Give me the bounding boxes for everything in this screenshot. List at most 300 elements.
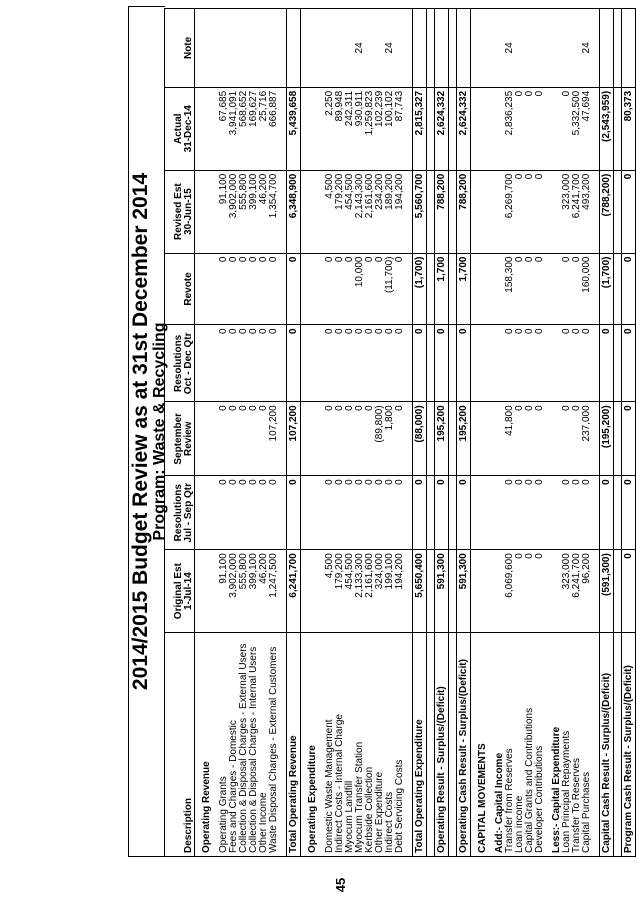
table-row [525,9,535,857]
value-cell: 0 [239,476,249,550]
value-cell: 1,354,700 [269,170,279,253]
value-cell: 46,200 [259,170,269,253]
value-cell [318,325,325,402]
table-row [505,9,515,857]
value-cell [478,170,488,253]
spacer-row [212,9,219,857]
note-cell [592,9,600,88]
value-cell: 0 [515,476,525,550]
row-label [405,633,413,857]
value-cell: 0 [505,325,515,402]
row-label: Capital Cash Result - Surplus/(Deficit) [600,633,614,857]
value-cell [552,87,562,170]
value-cell: 0 [335,325,345,402]
header-resolutions-jul-sep: Resolutions Jul - Sep Qtr [165,476,195,550]
value-cell: 0 [375,476,385,550]
value-cell [449,476,457,550]
value-cell [279,550,287,633]
value-cell: 107,200 [287,402,301,476]
value-cell: 0 [325,402,335,476]
note-cell [301,9,309,88]
value-cell [488,476,495,550]
value-cell [301,253,309,325]
value-cell [427,325,435,402]
note-cell [325,9,335,88]
row-label: Kerbside Collection [365,633,375,857]
value-cell [202,476,212,550]
value-cell: 0 [622,402,636,476]
note-cell [515,9,525,88]
value-cell: 0 [239,402,249,476]
value-cell: 0 [355,325,365,402]
value-cell: 0 [355,476,365,550]
table-row [582,9,592,857]
row-label: Total Operating Revenue [287,633,301,857]
table-row [249,9,259,857]
value-cell: 5,560,700 [413,170,427,253]
report-title-block [128,6,168,857]
table-row [355,9,365,857]
value-cell [471,170,479,253]
value-cell: 0 [219,402,229,476]
value-cell: 0 [525,550,535,633]
note-cell [279,9,287,88]
note-cell [249,9,259,88]
value-cell [279,325,287,402]
value-cell: 5,650,400 [413,550,427,633]
value-cell: 0 [622,550,636,633]
value-cell: 46,200 [259,550,269,633]
value-cell: 67,685 [219,87,229,170]
note-cell [239,9,249,88]
table-row [375,9,385,857]
value-cell [471,253,479,325]
value-cell: 6,269,700 [505,170,515,253]
note-cell [545,9,552,88]
spacer-row [592,9,600,857]
value-cell: 0 [572,476,582,550]
value-cell: 0 [562,402,572,476]
row-label: Debt Servicing Costs [395,633,405,857]
value-cell [301,325,309,402]
note-cell [600,9,614,88]
value-cell: 0 [365,402,375,476]
value-cell: 0 [249,253,259,325]
value-cell: 237,000 [582,402,592,476]
value-cell: 323,000 [562,550,572,633]
row-label: Operating Revenue [202,633,212,857]
value-cell [405,253,413,325]
value-cell [552,402,562,476]
value-cell: 0 [385,325,395,402]
spacer-row [488,9,495,857]
value-cell: 6,241,700 [572,170,582,253]
value-cell [279,87,287,170]
value-cell: (1,700) [600,253,614,325]
value-cell: (11,700) [385,253,395,325]
value-cell: (195,200) [600,402,614,476]
table-row [535,9,545,857]
row-label: Collection & Disposal Charges - External Users [239,633,249,857]
row-label: Loan income [515,633,525,857]
value-cell [449,550,457,633]
row-label: Less:- Capital Expenditure [552,633,562,857]
value-cell: 0 [269,325,279,402]
value-cell [212,325,219,402]
value-cell [449,170,457,253]
note-cell: 24 [505,9,515,88]
value-cell [552,325,562,402]
value-cell: 0 [525,87,535,170]
value-cell [301,402,309,476]
value-cell [488,87,495,170]
value-cell: 0 [385,476,395,550]
row-label: Other Expenditure [375,633,385,857]
value-cell: 0 [515,87,525,170]
value-cell [308,325,318,402]
value-cell: 0 [562,87,572,170]
value-cell: 5,439,658 [287,87,301,170]
value-cell: 169,627 [249,87,259,170]
value-cell [592,87,600,170]
total-row [457,9,471,857]
value-cell: 102,239 [375,87,385,170]
value-cell: 2,143,300 [355,170,365,253]
spacer-row [471,9,479,857]
note-cell [525,9,535,88]
table-header-row [165,9,195,857]
value-cell: 0 [345,402,355,476]
value-cell: 0 [219,253,229,325]
value-cell: (1,700) [413,253,427,325]
value-cell [592,170,600,253]
value-cell [195,402,203,476]
table-row [345,9,355,857]
value-cell [427,87,435,170]
value-cell [318,476,325,550]
value-cell: 0 [365,253,375,325]
value-cell: 0 [259,476,269,550]
value-cell: 0 [622,170,636,253]
value-cell [308,87,318,170]
value-cell [449,402,457,476]
value-cell: 0 [535,325,545,402]
value-cell: 0 [395,402,405,476]
value-cell: 0 [435,476,449,550]
value-cell [614,87,622,170]
value-cell: 0 [249,476,259,550]
value-cell: 0 [535,476,545,550]
header-revote: Revote [165,253,195,325]
header-resolutions-oct-dec: Resolutions Oct - Dec Qtr [165,325,195,402]
section-row [308,9,318,857]
value-cell: 0 [582,476,592,550]
row-label: Capital Grants and Contributions [525,633,535,857]
value-cell [478,402,488,476]
value-cell: 0 [395,325,405,402]
value-cell [478,550,488,633]
value-cell: 0 [229,402,239,476]
value-cell: 0 [515,170,525,253]
value-cell: 6,241,700 [572,550,582,633]
value-cell [279,476,287,550]
value-cell: 179,200 [335,170,345,253]
value-cell [202,550,212,633]
value-cell [552,476,562,550]
value-cell [405,325,413,402]
note-cell [427,9,435,88]
value-cell [488,550,495,633]
note-cell [395,9,405,88]
value-cell [592,402,600,476]
value-cell: 195,200 [435,402,449,476]
value-cell: 2,250 [325,87,335,170]
table-row [269,9,279,857]
value-cell: 0 [562,253,572,325]
section-row [202,9,212,857]
table-row [562,9,572,857]
total-row [600,9,614,857]
value-cell: 41,800 [505,402,515,476]
value-cell: 666,887 [269,87,279,170]
value-cell [614,253,622,325]
value-cell: 3,941,091 [229,87,239,170]
value-cell: 0 [535,550,545,633]
report-subtitle: Program: Waste & Recycling [151,322,168,541]
value-cell: 0 [525,253,535,325]
note-cell [269,9,279,88]
value-cell: (89,800) [375,402,385,476]
value-cell: 0 [345,476,355,550]
value-cell: 2,836,235 [505,87,515,170]
value-cell [195,476,203,550]
value-cell [405,87,413,170]
value-cell: 0 [572,402,582,476]
header-original-est: Original Est 1-Jul-14 [165,550,195,633]
row-label: Developer Contributions [535,633,545,857]
value-cell [545,87,552,170]
value-cell: 189,200 [385,170,395,253]
value-cell: (2,543,959) [600,87,614,170]
value-cell: 100,102 [385,87,395,170]
note-cell: 24 [385,9,395,88]
value-cell [308,170,318,253]
value-cell: 0 [515,550,525,633]
row-label: Operating Grants [219,633,229,857]
value-cell [427,402,435,476]
note-cell [535,9,545,88]
spacer-row [449,9,457,857]
note-cell [259,9,269,88]
value-cell: 0 [325,476,335,550]
value-cell: 323,000 [562,170,572,253]
row-label: Capital Purchases [582,633,592,857]
row-label [449,633,457,857]
note-cell [365,9,375,88]
value-cell [471,87,479,170]
value-cell: 6,069,600 [505,550,515,633]
row-label: Myocum Landfill [345,633,355,857]
row-label [592,633,600,857]
value-cell [279,170,287,253]
value-cell: 0 [515,402,525,476]
value-cell [427,476,435,550]
value-cell: 0 [515,325,525,402]
value-cell: 194,200 [395,170,405,253]
value-cell [488,170,495,253]
value-cell [301,87,309,170]
note-cell: 24 [355,9,365,88]
value-cell: 0 [562,476,572,550]
budget-report-page [128,8,637,857]
row-label: Other Income [259,633,269,857]
value-cell: 1,700 [457,253,471,325]
value-cell [212,476,219,550]
value-cell: 0 [229,253,239,325]
note-cell [287,9,301,88]
value-cell [212,402,219,476]
table-row [385,9,395,857]
value-cell: 0 [525,476,535,550]
value-cell: 1,700 [435,253,449,325]
value-cell [195,87,203,170]
value-cell [308,550,318,633]
value-cell: 0 [582,325,592,402]
value-cell [405,550,413,633]
value-cell [592,325,600,402]
value-cell: 0 [395,253,405,325]
value-cell: 0 [229,325,239,402]
value-cell: 0 [219,325,229,402]
value-cell [614,325,622,402]
value-cell [405,402,413,476]
value-cell [449,87,457,170]
value-cell: 1,800 [385,402,395,476]
value-cell: 0 [335,476,345,550]
value-cell: 0 [325,253,335,325]
table-row [335,9,345,857]
value-cell [614,476,622,550]
value-cell: 0 [505,476,515,550]
note-cell [488,9,495,88]
value-cell [478,476,488,550]
value-cell [545,402,552,476]
value-cell: 195,200 [457,402,471,476]
value-cell: 555,800 [239,550,249,633]
value-cell: (88,000) [413,402,427,476]
row-label: Transfer To Reserves [572,633,582,857]
value-cell: 199,100 [385,550,395,633]
value-cell: 0 [435,325,449,402]
value-cell: 0 [269,253,279,325]
value-cell: 1,259,823 [365,87,375,170]
note-cell [457,9,471,88]
value-cell: 0 [413,325,427,402]
row-label [427,633,435,857]
value-cell: 0 [535,87,545,170]
value-cell: 5,332,500 [572,87,582,170]
value-cell: 591,300 [435,550,449,633]
value-cell: 399,100 [249,550,259,633]
value-cell: 324,000 [375,550,385,633]
row-label: Collection & Disposal Charges - Internal Users [249,633,259,857]
row-label: Indirect Costs [385,633,395,857]
value-cell [449,253,457,325]
value-cell [301,170,309,253]
note-cell [229,9,239,88]
value-cell: 0 [622,253,636,325]
value-cell: 0 [413,476,427,550]
value-cell: 0 [365,325,375,402]
value-cell [301,550,309,633]
total-row [413,9,427,857]
section-row [478,9,488,857]
value-cell [279,402,287,476]
value-cell: 0 [287,325,301,402]
value-cell: 0 [355,402,365,476]
row-label: Transfer from Reserves [505,633,515,857]
value-cell: 0 [600,325,614,402]
value-cell: 96,200 [582,550,592,633]
value-cell [308,476,318,550]
value-cell [318,253,325,325]
row-label [279,633,287,857]
value-cell: 4,500 [325,170,335,253]
value-cell: 0 [515,253,525,325]
value-cell [592,476,600,550]
value-cell: 0 [525,402,535,476]
row-label: Operating Result - Surplus/(Deficit) [435,633,449,857]
value-cell [202,170,212,253]
value-cell [478,253,488,325]
spacer-row [614,9,622,857]
note-cell [614,9,622,88]
spacer-row [279,9,287,857]
value-cell [427,170,435,253]
value-cell: 2,624,332 [457,87,471,170]
value-cell [202,325,212,402]
value-cell [308,402,318,476]
section-row [552,9,562,857]
value-cell [202,87,212,170]
value-cell [488,402,495,476]
value-cell: 0 [375,253,385,325]
header-note: Note [165,9,195,88]
note-cell [318,9,325,88]
value-cell [202,253,212,325]
value-cell [405,170,413,253]
value-cell: 80,373 [622,87,636,170]
page-number: 45 [333,877,348,893]
row-label: CAPITAL MOVEMENTS [478,633,488,857]
value-cell: 0 [457,476,471,550]
value-cell: 555,800 [239,170,249,253]
value-cell [614,550,622,633]
note-cell [195,9,203,88]
value-cell: 0 [457,325,471,402]
value-cell [614,170,622,253]
row-label [614,633,622,857]
note-cell [335,9,345,88]
value-cell: 0 [345,325,355,402]
value-cell: 2,133,300 [355,550,365,633]
value-cell: 0 [622,476,636,550]
value-cell [552,253,562,325]
value-cell: 194,200 [395,550,405,633]
row-label: Add:- Capital Income [495,633,505,857]
value-cell [592,253,600,325]
note-cell [622,9,636,88]
